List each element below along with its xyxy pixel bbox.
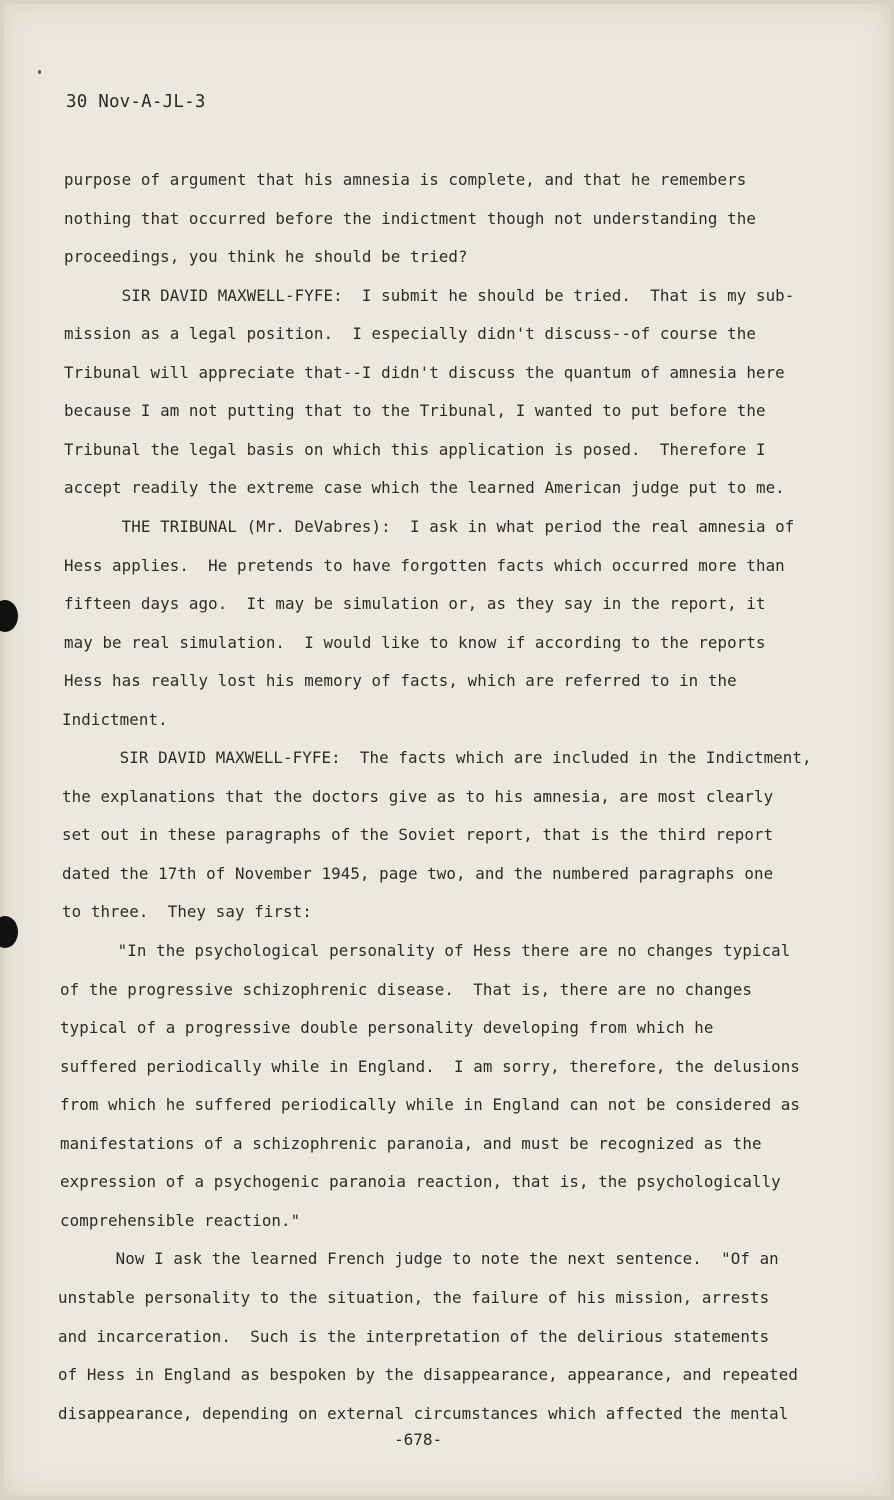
text-line: set out in these paragraphs of the Soviet report, that is the third report (62, 825, 774, 845)
text-line: "In the psychological personality of Hess there are no changes typical (60, 941, 791, 960)
document-body (4, 4, 890, 1496)
text-line: accept readily the extreme case which the learned American judge put to me. (64, 478, 785, 498)
text-line: SIR DAVID MAXWELL-FYFE: I submit he should be tried. That is my sub- (64, 285, 795, 305)
text-line: mission as a legal position. I especially didn't discuss--of course the (64, 324, 756, 344)
document-page (4, 4, 890, 1496)
document-reference: 30 Nov-A-JL-3 (66, 92, 206, 112)
text-line: manifestations of a schizophrenic paranoia, and must be recognized as the (60, 1133, 762, 1153)
text-line: purpose of argument that his amnesia is complete, and that he remembers (64, 170, 747, 189)
text-line: comprehensible reaction." (60, 1210, 301, 1230)
text-line: from which he suffered periodically while in England can not be considered as (60, 1095, 801, 1115)
text-line: typical of a progressive double personality developing from which he (60, 1018, 714, 1038)
text-line: of the progressive schizophrenic disease. That is, there are no changes (60, 979, 752, 999)
text-line: of Hess in England as bespoken by the disappearance, appearance, and repeated (58, 1365, 799, 1385)
text-line: Tribunal the legal basis on which this application is posed. Therefore I (64, 439, 766, 459)
text-line: unstable personality to the situation, the failure of his mission, arrests (58, 1287, 770, 1307)
text-line: because I am not putting that to the Tribunal, I wanted to put before the (64, 401, 766, 421)
page-number: -678- (394, 1430, 443, 1449)
text-line: the explanations that the doctors give as to his amnesia, are most clearly (62, 786, 774, 806)
text-line: nothing that occurred before the indictment though not understanding the (64, 208, 756, 228)
text-line: SIR DAVID MAXWELL-FYFE: The facts which are included in the Indictment, (62, 748, 812, 768)
text-line: expression of a psychogenic paranoia reaction, that is, the psychologically (60, 1172, 781, 1192)
text-line: fifteen days ago. It may be simulation or, as they say in the report, it (64, 594, 766, 614)
text-line: suffered periodically while in England. I am sorry, therefore, the delusions (60, 1056, 801, 1076)
text-line: THE TRIBUNAL (Mr. DeVabres): I ask in what period the real amnesia of (64, 516, 795, 536)
text-line: may be real simulation. I would like to know if according to the reports (64, 632, 766, 652)
text-line: proceedings, you think he should be tried? (64, 247, 468, 267)
text-line: and incarceration. Such is the interpretation of the delirious statements (58, 1326, 770, 1346)
text-line: to three. They say first: (62, 902, 312, 922)
text-line: Indictment. (62, 709, 168, 729)
text-line: dated the 17th of November 1945, page two, and the numbered paragraphs one (62, 863, 774, 883)
text-line: Tribunal will appreciate that--I didn't discuss the quantum of amnesia here (64, 362, 785, 382)
text-line: Hess applies. He pretends to have forgotten facts which occurred more than (64, 555, 785, 575)
text-line: Now I ask the learned French judge to note the next sentence. "Of an (58, 1249, 779, 1269)
text-line: Hess has really lost his memory of facts, which are referred to in the (64, 671, 737, 691)
text-line: disappearance, depending on external circumstances which affected the mental (58, 1403, 789, 1423)
